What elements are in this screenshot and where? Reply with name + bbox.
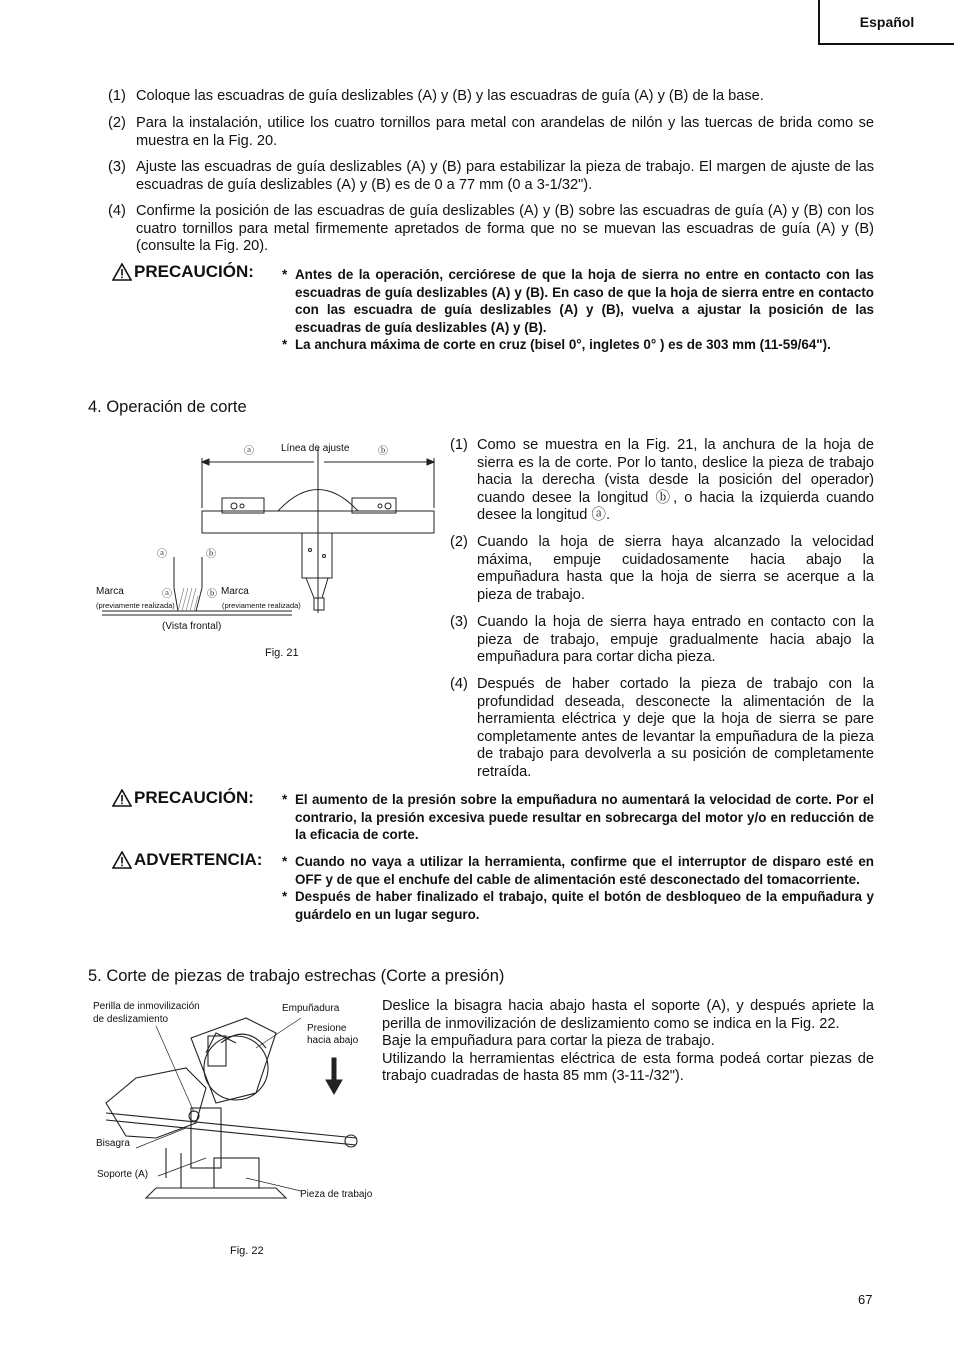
language-tab-label: Español [859, 13, 915, 30]
fig22-workpiece-label: Pieza de trabajo [300, 1189, 373, 1200]
step-text: Para la instalación, utilice los cuatro tornillos para metal con arandelas de nilón y las tuercas de brida como se muestra en la Fig. 20. [136, 115, 874, 149]
fig21-label-a2: ⓐ [157, 549, 167, 560]
step-number: (1) [450, 437, 468, 453]
section5-paragraph: Baje la empuñadura para cortar la pieza de trabajo. [382, 1033, 715, 1050]
fig22-handle-label: Empuñadura [282, 1003, 340, 1014]
page-number: 67 [858, 1292, 873, 1307]
warning-text [282, 853, 874, 923]
section4-step-1 [450, 437, 874, 525]
fig21-label-a3: ⓐ [162, 589, 172, 600]
language-tab [818, 0, 954, 45]
fig21-label-b2: ⓑ [206, 549, 216, 560]
step-number: (2) [450, 534, 468, 550]
step-text: Coloque las escuadras de guía deslizables (A) y (B) y las escuadras de guía (A) y (B) de la base. [136, 88, 764, 104]
section4-step-4 [450, 676, 874, 782]
fig21-prev-right: (previamente realizada) [222, 601, 301, 610]
caution-item: * Antes de la operación, cerciórese de que la hoja de sierra no entre en contacto con las escuadras de guía deslizables (A) y (B). En caso de que la hoja de sierra entre en contacto con las escuadra de guía deslizables (A) y (B), vuelva a ajustar la posición de las escuadras de guía deslizables (A) y (B). [282, 267, 874, 335]
step-number: (4) [450, 676, 468, 692]
warning-item: * Después de haber finalizado el trabajo, quite el botón de desbloqueo de la empuñadura y guárdelo en un lugar seguro. [282, 889, 874, 922]
fig21-prev-left: (previamente realizada) [96, 601, 175, 610]
fig22-hinge-label: Bisagra [96, 1138, 130, 1149]
fig22-knob-label-2: de deslizamiento [93, 1014, 169, 1025]
step-text: Ajuste las escuadras de guía deslizables (A) y (B) para estabilizar la pieza de trabajo. El margen de ajuste de las escuadras de guía deslizables (A) y (B) es de 0 a 77 mm (0 a 3-1/32"). [136, 159, 874, 193]
section5-paragraph: Deslice la bisagra hacia abajo hasta el soporte (A), y después apriete la perilla de inmovilización de deslizamiento como se indica en la Fig. 22. [382, 998, 874, 1032]
step-text: Cuando la hoja de sierra haya entrado en contacto con la pieza de trabajo, empuje gradualmente hacia abajo la empuñadura para cortar dicha pieza. [477, 614, 874, 666]
caution-label-text: PRECAUCIÓN: [134, 788, 254, 807]
fig22-press-label-2: hacia abajo [307, 1035, 359, 1046]
step-number: (1) [108, 88, 126, 104]
caution-item: * El aumento de la presión sobre la empuñadura no aumentará la velocidad de corte. Por el contrario, la presión excesiva puede resultar en sobrecarga del motor y/o en reducción de la eficacia de corte. [282, 792, 874, 843]
warning-label [112, 850, 262, 870]
section4-step-2 [450, 534, 874, 604]
fig21-label-b: ⓑ [378, 446, 388, 457]
intro-step-2 [108, 115, 874, 150]
fig22-knob-label-1: Perilla de inmovilización [93, 1001, 200, 1012]
caution-label-1 [112, 262, 254, 282]
fig21-label-a: ⓐ [244, 446, 254, 457]
warning-label-text: ADVERTENCIA: [134, 850, 263, 869]
warning-triangle-icon [112, 851, 132, 869]
intro-step-3 [108, 159, 874, 194]
warning-triangle-icon [112, 789, 132, 807]
section-5-title: 5. Corte de piezas de trabajo estrechas (Corte a presión) [88, 967, 505, 985]
section5-text [382, 998, 874, 1086]
fig22-caption: Fig. 22 [230, 1245, 264, 1257]
step-number: (4) [108, 203, 126, 219]
caution-label-text: PRECAUCIÓN: [134, 262, 254, 281]
section5-paragraph: Utilizando la herramientas eléctrica de esta forma podeá cortar piezas de trabajo cuadradas de hasta 85 mm (3-11-/32"). [382, 1050, 874, 1085]
step-number: (3) [450, 614, 468, 630]
section-4-title: 4. Operación de corte [88, 398, 247, 416]
intro-step-4 [108, 203, 874, 256]
step-text: Cuando la hoja de sierra haya alcanzado la velocidad máxima, empuje cuidadosamente hacia abajo la empuñadura hasta que la hoja de sierra se acerque a la pieza de trabajo. [477, 534, 874, 603]
fig21-caption: Fig. 21 [265, 647, 299, 659]
step-number: (2) [108, 115, 126, 131]
section4-step-3 [450, 614, 874, 667]
fig21-front-view: (Vista frontal) [162, 621, 222, 632]
fig21-mark-left: Marca [96, 586, 124, 597]
fig22-press-label-1: Presione [307, 1023, 347, 1034]
warning-triangle-icon [112, 263, 132, 281]
fig21-line-label: Línea de ajuste [281, 443, 350, 454]
step-number: (3) [108, 159, 126, 175]
fig21-label-b3: ⓑ [207, 589, 217, 600]
fig21-mark-right: Marca [221, 586, 249, 597]
step-text: Como se muestra en la Fig. 21, la anchura de la hoja de sierra es la de corte. Por lo tanto, deslice la pieza de trabajo hacia la derecha (vista desde la posición del operador) cuando desee la longitud ⓑ, o hacia la izquierda cuando desee la longitud ⓐ. [477, 437, 874, 524]
caution-text-1 [282, 266, 874, 354]
step-text: Confirme la posición de las escuadras de guía deslizables (A) y (B) sobre las escuadras de guía (A) y (B) con los cuatro tornillos para metal firmemente apretados de forma que no se muevan las escuadras de guía (A) y (B) (consulte la Fig. 20). [136, 203, 874, 255]
caution-text-2 [282, 791, 874, 844]
caution-item: * La anchura máxima de corte en cruz (bisel 0°, ingletes 0° ) es de 303 mm (11-59/64"). [282, 337, 831, 353]
intro-step-1 [108, 88, 874, 106]
fig22-holder-label: Soporte (A) [97, 1169, 149, 1180]
step-text: Después de haber cortado la pieza de trabajo con la profundidad deseada, desconecte la alimentación de la herramienta eléctrica y deje que la hoja de sierra se pare completamente antes de levantar la empuñadura de la pieza de trabajo para devolverla a su posición de completamente retraída. [477, 676, 874, 780]
caution-label-2 [112, 788, 254, 808]
warning-item: * Cuando no vaya a utilizar la herramienta, confirme que el interruptor de disparo esté en OFF y de que el enchufe del cable de alimentación esté desconectado del tomacorriente. [282, 854, 874, 887]
